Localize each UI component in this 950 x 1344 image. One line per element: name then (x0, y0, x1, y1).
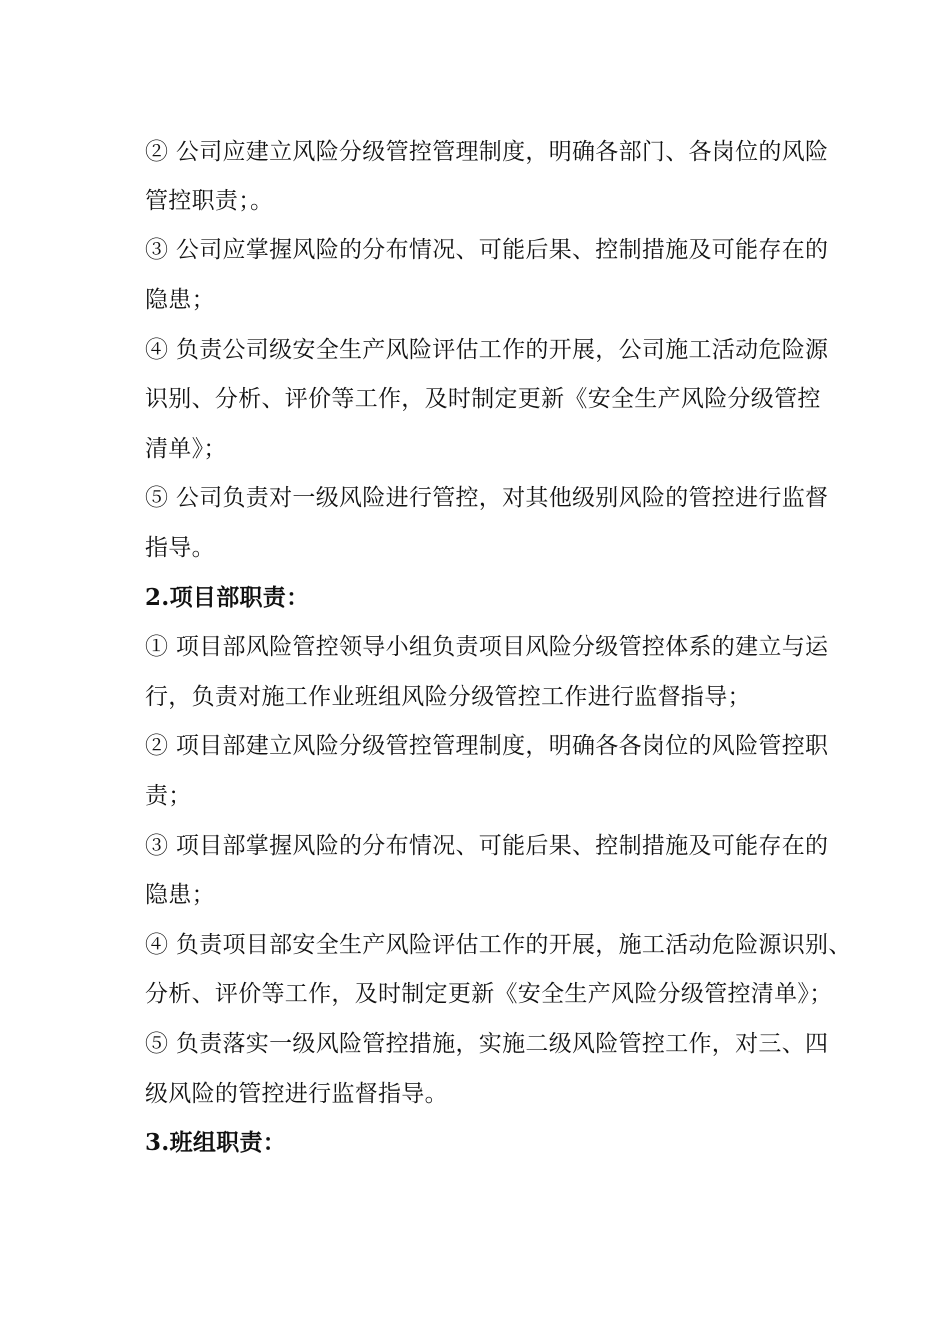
paragraph-line: ② 项目部建立风险分级管控管理制度，明确各各岗位的风险管控职 (145, 733, 829, 759)
paragraph-line: ④ 负责项目部安全生产风险评估工作的开展，施工活动危险源识别、 (145, 932, 852, 958)
paragraph-line: ⑤ 公司负责对一级风险进行管控，对其他级别风险的管控进行监督 (145, 485, 829, 511)
paragraph-line: ③ 公司应掌握风险的分布情况、可能后果、控制措施及可能存在的 (145, 237, 829, 263)
paragraph-line: ③ 项目部掌握风险的分布情况、可能后果、控制措施及可能存在的 (145, 833, 829, 859)
section-heading-team: 3.班组职责： (145, 1129, 287, 1156)
section-heading-project: 2.项目部职责： (145, 584, 310, 611)
paragraph-line: 管控职责；。 (145, 188, 274, 214)
paragraph-line: 责； (145, 783, 192, 809)
paragraph-line: 隐患； (145, 287, 215, 313)
paragraph-line: ① 项目部风险管控领导小组负责项目风险分级管控体系的建立与运 (145, 634, 829, 660)
paragraph-line: 指导。 (145, 535, 215, 561)
paragraph-line: 识别、分析、评价等工作，及时制定更新《安全生产风险分级管控 (145, 386, 821, 412)
paragraph-line: 行，负责对施工作业班组风险分级管控工作进行监督指导； (145, 684, 751, 710)
paragraph-line: 级风险的管控进行监督指导。 (145, 1081, 448, 1107)
paragraph-line: 清单》； (145, 436, 227, 462)
paragraph-line: ⑤ 负责落实一级风险管控措施，实施二级风险管控工作，对三、四 (145, 1031, 829, 1057)
paragraph-line: ④ 负责公司级安全生产风险评估工作的开展，公司施工活动危险源 (145, 337, 829, 363)
paragraph-line: 分析、评价等工作，及时制定更新《安全生产风险分级管控清单》； (145, 981, 833, 1007)
paragraph-line: 隐患； (145, 882, 215, 908)
paragraph-line: ② 公司应建立风险分级管控管理制度，明确各部门、各岗位的风险 (145, 139, 829, 165)
